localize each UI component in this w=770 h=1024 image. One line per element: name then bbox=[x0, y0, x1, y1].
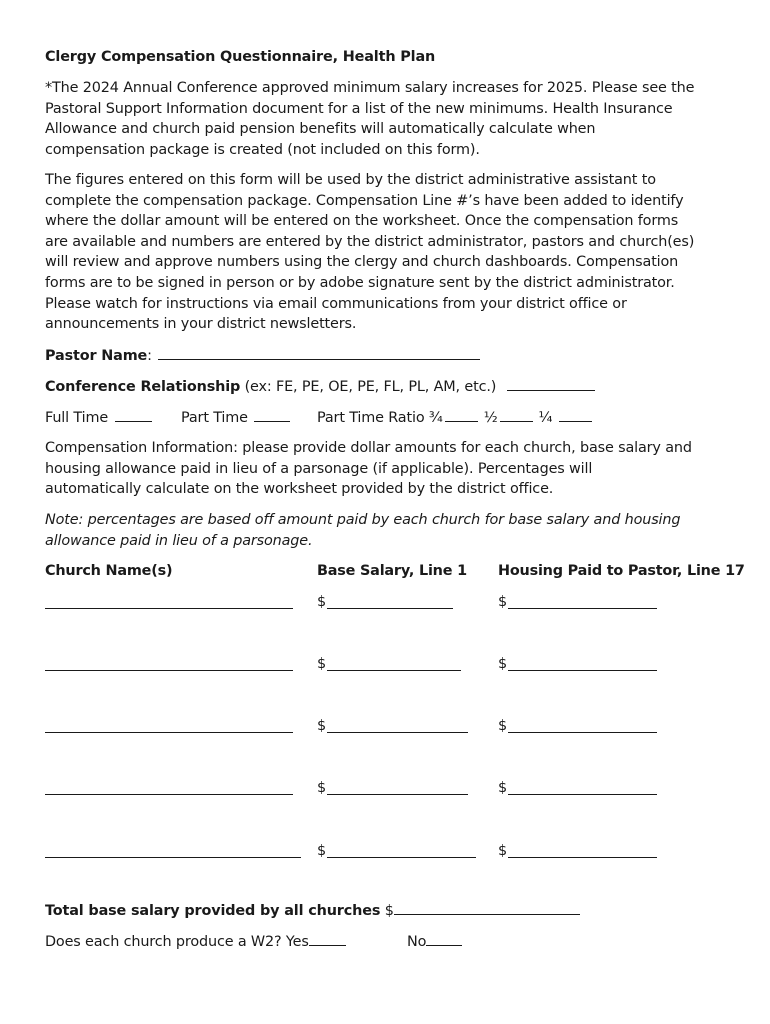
base-salary-field[interactable] bbox=[327, 670, 461, 671]
currency-symbol: $ bbox=[317, 656, 327, 672]
instructions-line: where the dollar amount will be entered on the worksheet. Once the compensation forms bbox=[45, 213, 679, 230]
note-paragraph bbox=[45, 510, 735, 551]
housing-field[interactable] bbox=[508, 670, 657, 671]
conference-relationship-row bbox=[45, 376, 595, 398]
pastor-name-row bbox=[45, 345, 480, 367]
pastor-name-field[interactable] bbox=[158, 345, 480, 360]
currency-symbol: $ bbox=[498, 843, 508, 859]
full-time-field[interactable] bbox=[115, 407, 152, 422]
w2-no-group bbox=[407, 931, 462, 953]
intro-paragraph bbox=[45, 78, 735, 160]
intro-line: *The 2024 Annual Conference approved minimum salary increases for 2025. Please see the bbox=[45, 80, 695, 96]
church-name-field[interactable] bbox=[45, 794, 293, 795]
total-base-salary-field[interactable] bbox=[394, 900, 580, 915]
base-salary-field[interactable] bbox=[327, 794, 468, 795]
ratio-three-quarter-field[interactable] bbox=[445, 407, 478, 422]
ratio-quarter-label: ¼ bbox=[538, 410, 553, 426]
conference-relationship-field[interactable] bbox=[507, 376, 595, 391]
church-name-field[interactable] bbox=[45, 670, 293, 671]
pastor-name-label: Pastor Name bbox=[45, 348, 148, 364]
currency-symbol: $ bbox=[498, 780, 508, 796]
part-time-ratio-label: Part Time Ratio ¾ bbox=[317, 410, 443, 426]
note-line: Note: percentages are based off amount paid by each church for base salary and housing bbox=[45, 512, 681, 528]
pastor-name-colon: : bbox=[147, 348, 152, 364]
ratio-half-label: ½ bbox=[483, 410, 498, 426]
w2-no-label: No bbox=[407, 934, 427, 950]
w2-yes-field[interactable] bbox=[309, 931, 346, 946]
note-line: allowance paid in lieu of a parsonage. bbox=[45, 532, 313, 549]
currency-symbol: $ bbox=[498, 718, 508, 734]
total-currency-symbol: $ bbox=[384, 903, 394, 919]
part-time-ratio-group bbox=[317, 407, 592, 429]
total-base-salary-row bbox=[45, 900, 580, 922]
column-header-base-salary: Base Salary, Line 1 bbox=[317, 563, 467, 579]
conference-relationship-label: Conference Relationship bbox=[45, 379, 241, 395]
instructions-line: forms are to be signed in person or by adobe signature sent by the district administrator. bbox=[45, 274, 675, 291]
w2-question-row bbox=[45, 931, 346, 953]
w2-question-label: Does each church produce a W2? Yes bbox=[45, 934, 309, 950]
instructions-line: complete the compensation package. Compensation Line #’s have been added to identify bbox=[45, 192, 684, 209]
total-base-salary-label: Total base salary provided by all churches bbox=[45, 903, 381, 919]
intro-line: Allowance and church paid pension benefits will automatically calculate when bbox=[45, 121, 596, 138]
full-time-group bbox=[45, 407, 152, 429]
compensation-info-line: housing allowance paid in lieu of a parsonage (if applicable). Percentages will bbox=[45, 460, 593, 477]
part-time-field[interactable] bbox=[254, 407, 290, 422]
currency-symbol: $ bbox=[498, 656, 508, 672]
ratio-half-field[interactable] bbox=[500, 407, 533, 422]
intro-line: Pastoral Support Information document for a list of the new minimums. Health Insurance bbox=[45, 100, 673, 117]
church-name-field[interactable] bbox=[45, 608, 293, 609]
currency-symbol: $ bbox=[317, 843, 327, 859]
form-title: Clergy Compensation Questionnaire, Health Plan bbox=[45, 49, 436, 65]
compensation-info-line: automatically calculate on the worksheet provided by the district office. bbox=[45, 481, 554, 498]
church-name-field[interactable] bbox=[45, 732, 293, 733]
instructions-line: are available and numbers are entered by the district administrator, pastors and church(es) bbox=[45, 233, 695, 250]
housing-field[interactable] bbox=[508, 794, 657, 795]
part-time-label: Part Time bbox=[181, 410, 248, 426]
column-header-church: Church Name(s) bbox=[45, 563, 173, 579]
intro-line: compensation package is created (not included on this form). bbox=[45, 141, 480, 158]
base-salary-field[interactable] bbox=[327, 732, 468, 733]
instructions-paragraph bbox=[45, 170, 735, 335]
instructions-line: will review and approve numbers using the clergy and church dashboards. Compensation bbox=[45, 254, 679, 271]
instructions-line: announcements in your district newsletters. bbox=[45, 316, 357, 333]
church-name-field[interactable] bbox=[45, 857, 301, 858]
housing-field[interactable] bbox=[508, 732, 657, 733]
base-salary-field[interactable] bbox=[327, 857, 476, 858]
compensation-info-paragraph bbox=[45, 438, 735, 500]
part-time-group bbox=[181, 407, 290, 429]
currency-symbol: $ bbox=[317, 780, 327, 796]
instructions-line: The figures entered on this form will be used by the district administrative assistant to bbox=[45, 172, 656, 188]
compensation-info-line: Compensation Information: please provide dollar amounts for each church, base salary and bbox=[45, 440, 692, 456]
housing-field[interactable] bbox=[508, 608, 657, 609]
currency-symbol: $ bbox=[498, 594, 508, 610]
w2-no-field[interactable] bbox=[426, 931, 462, 946]
base-salary-field[interactable] bbox=[327, 608, 453, 609]
currency-symbol: $ bbox=[317, 594, 327, 610]
column-header-housing: Housing Paid to Pastor, Line 17 bbox=[498, 563, 745, 579]
housing-field[interactable] bbox=[508, 857, 657, 858]
currency-symbol: $ bbox=[317, 718, 327, 734]
ratio-quarter-field[interactable] bbox=[559, 407, 592, 422]
full-time-label: Full Time bbox=[45, 410, 109, 426]
instructions-line: Please watch for instructions via email communications from your district office or bbox=[45, 295, 627, 312]
conference-relationship-hint: (ex: FE, PE, OE, PE, FL, PL, AM, etc.) bbox=[244, 379, 497, 395]
